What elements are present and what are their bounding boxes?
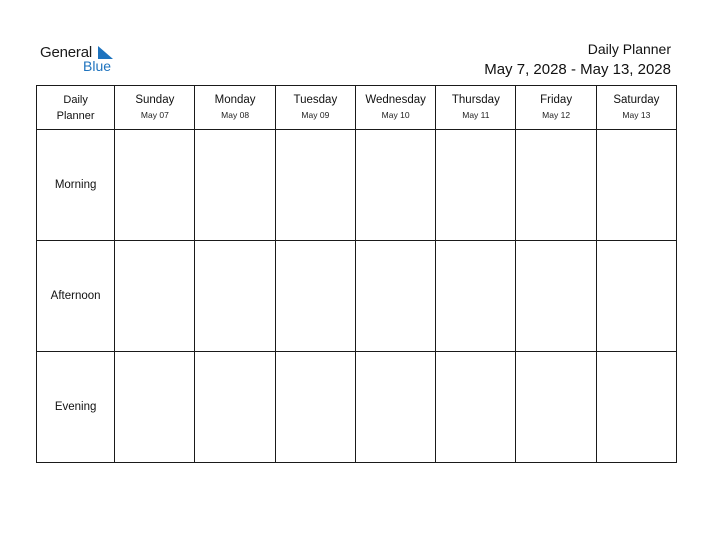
planner-cell[interactable] — [436, 130, 516, 241]
day-name: Saturday — [613, 94, 660, 106]
day-date: May 07 — [140, 110, 169, 120]
planner-cell[interactable] — [355, 241, 435, 352]
planner-cell[interactable] — [275, 130, 355, 241]
corner-cell — [37, 86, 115, 130]
planner-cell[interactable] — [516, 130, 596, 241]
planner-cell[interactable] — [275, 241, 355, 352]
period-row-afternoon — [37, 241, 677, 352]
day-header-monday — [195, 86, 275, 130]
day-name: Tuesday — [293, 94, 338, 106]
logo-text-general: General — [40, 44, 92, 61]
day-date: May 08 — [221, 110, 250, 120]
day-header-tuesday — [275, 86, 355, 130]
planner-grid — [36, 85, 677, 463]
planner-cell[interactable] — [115, 352, 195, 463]
planner-cell[interactable] — [596, 130, 676, 241]
period-label: Morning — [37, 130, 115, 241]
planner-cell[interactable] — [516, 241, 596, 352]
day-name: Wednesday — [365, 94, 426, 106]
day-name: Monday — [214, 94, 256, 106]
planner-cell[interactable] — [355, 352, 435, 463]
day-date: May 09 — [301, 110, 330, 120]
period-row-evening — [37, 352, 677, 463]
planner-cell[interactable] — [516, 352, 596, 463]
planner-cell[interactable] — [115, 241, 195, 352]
page-title: Daily Planner — [587, 41, 671, 57]
planner-cell[interactable] — [355, 130, 435, 241]
planner-cell[interactable] — [275, 352, 355, 463]
day-date: May 12 — [542, 110, 571, 120]
brand-logo — [40, 42, 120, 76]
planner-cell[interactable] — [596, 241, 676, 352]
day-header-wednesday — [355, 86, 435, 130]
day-name: Thursday — [451, 94, 500, 106]
corner-label-line2: Planner — [56, 109, 95, 122]
planner-cell[interactable] — [436, 241, 516, 352]
day-header-friday — [516, 86, 596, 130]
planner-cell[interactable] — [436, 352, 516, 463]
day-date: May 10 — [381, 110, 410, 120]
planner-cell[interactable] — [195, 352, 275, 463]
planner-cell[interactable] — [596, 352, 676, 463]
period-row-morning — [37, 130, 677, 241]
corner-label-line1: Daily — [63, 93, 88, 106]
day-date: May 11 — [462, 110, 490, 120]
header-row — [37, 86, 677, 130]
day-header-sunday — [115, 86, 195, 130]
date-range: May 7, 2028 - May 13, 2028 — [484, 61, 671, 78]
day-header-thursday — [436, 86, 516, 130]
day-name: Sunday — [135, 94, 175, 106]
day-date: May 13 — [622, 110, 651, 120]
planner-cell[interactable] — [115, 130, 195, 241]
day-header-saturday — [596, 86, 676, 130]
period-label: Evening — [37, 352, 115, 463]
planner-cell[interactable] — [195, 130, 275, 241]
logo-text-blue: Blue — [83, 58, 112, 74]
day-name: Friday — [540, 94, 573, 106]
planner-cell[interactable] — [195, 241, 275, 352]
period-label: Afternoon — [37, 241, 115, 352]
